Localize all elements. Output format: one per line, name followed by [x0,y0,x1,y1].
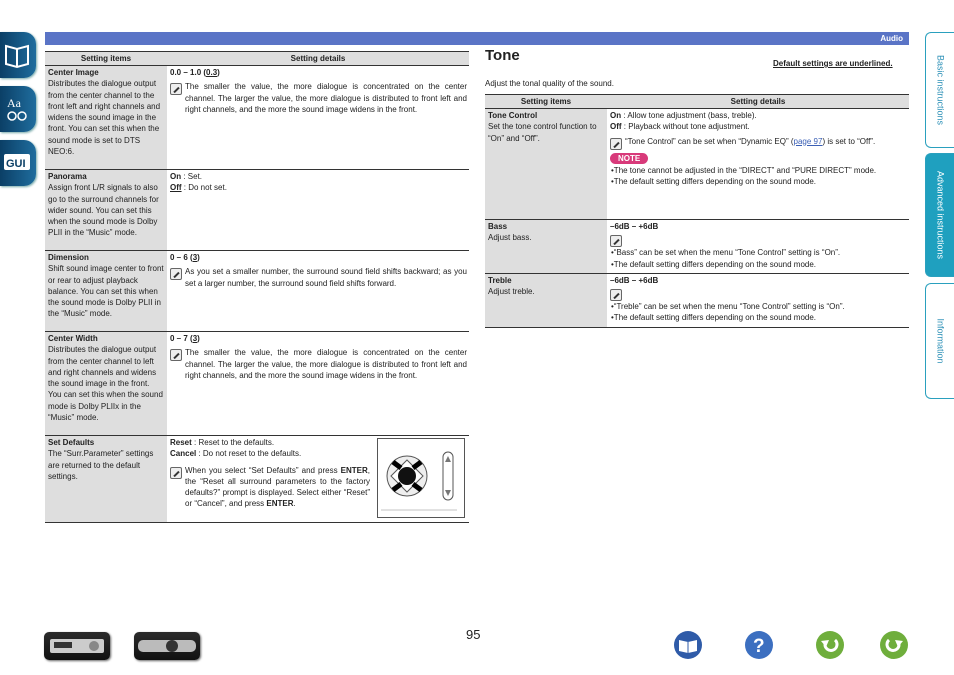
book-icon[interactable] [673,630,703,660]
col-setting-items: Setting items [45,52,167,66]
receiver-button[interactable] [44,632,110,660]
range-end: ) [217,68,220,77]
memo-bullet: •The default setting differs depending on the sound mode. [611,313,817,323]
table-row [45,66,469,170]
page-link[interactable]: page 97 [793,136,823,146]
page-number: 95 [466,627,481,642]
item-desc: Adjust treble. [488,287,535,297]
option-value: : Allow tone adjustment (bass, treble). [621,111,757,120]
item-desc: Distributes the dialogue output from the center channel to the front left and right channels and widens the sound image in the front. You can set this when the sound mode is set to DTS NEO:6. [48,79,161,157]
table-row [45,170,469,251]
table-row [485,273,909,327]
tab-information[interactable] [925,283,954,399]
remote-button[interactable] [134,632,200,660]
memo-text: “Tone Control” can be set when “Dynamic EQ” (page 97) is set to “Off”. [625,136,876,146]
item-name: Set Defaults [48,438,95,447]
item-name: Dimension [48,253,89,262]
option-value: : Set. [181,172,203,181]
memo-icon [610,138,622,150]
note-bullet: •The tone cannot be adjusted in the “DIRECT” and “PURE DIRECT” mode. [611,165,877,175]
item-desc: Distributes the dialogue output from the center channel to left and right channels and widens the sound image in the front. You can set this when the sound mode is Dolby PLIIx in the “Music” mode. [48,345,163,423]
memo-icon [610,289,622,301]
table-row [485,220,909,274]
item-name: Treble [488,275,512,285]
range-end: ) [197,253,200,262]
option-value: : Do not reset to the defaults. [196,449,302,459]
option-key: On [170,172,182,181]
item-name: Center Image [48,68,99,77]
option-value: : Reset to the defaults. [191,438,275,447]
memo-icon [170,467,182,479]
svg-text:GUI: GUI [6,158,26,170]
option-value: : Do not set. [181,183,227,193]
table-row [45,436,469,523]
page-title: Tone [485,47,520,64]
memo-bullet: •“Treble” can be set when the menu “Tone Control” setting is “On”. [611,302,845,312]
memo-text: When you select “Set Defaults” and press ENTER, the “Reset all surround parameters to the factory defaults?” prompt is displayed. Select either “Reset” or “Cancel”, and press ENTER. [185,465,370,509]
item-desc: Assign front L/R signals to also go to the surround channels for wider sound. You can set this when the sound mode is Dolby PLII in the “Music” mode. [48,183,159,238]
col-setting-items: Setting items [485,95,607,109]
tab-label: Information [935,318,946,364]
memo-text: The smaller the value, the more dialogue is concentrated on the center channel. The larger the value, the more dialogue is distributed to front left and right channels, and the more the sound image widens in the front. [185,348,467,380]
help-icon[interactable] [744,630,774,660]
item-desc: Set the tone control function to “On” and “Off”. [488,122,597,143]
gui-tab[interactable] [0,140,36,186]
index-tab[interactable] [0,86,36,132]
option-key: Reset [170,438,192,447]
tab-label: Basic instructions [935,54,946,126]
forward-icon[interactable] [879,630,909,660]
range-text: 0.0 – 1.0 ( [170,68,207,77]
memo-bullet: •The default setting differs depending on the sound mode. [611,259,817,269]
remote-icon [134,632,200,660]
table-row [45,251,469,332]
range-text: –6dB – +6dB [610,275,659,285]
range-text: 0 – 6 ( [170,253,193,262]
gui-icon [3,148,31,178]
tone-table [485,94,909,328]
option-value: : Playback without tone adjustment. [621,122,750,132]
surround-parameter-table [45,51,469,523]
remote-control-illustration [377,438,465,518]
item-desc: Adjust bass. [488,233,532,243]
memo-bullet: •“Bass” can be set when the menu “Tone Control” setting is “On”. [611,248,841,258]
receiver-icon [44,632,110,660]
default-value: 0.3 [206,68,218,77]
section-header-bar [45,32,909,45]
option-key: Cancel [170,449,197,459]
range-text: 0 – 7 ( [170,334,193,343]
option-key: Off [610,122,622,132]
section-label: Audio [880,34,903,43]
item-desc: Shift sound image center to front or rear to adjust playback balance. You can set this when the sound mode is Dolby PLII in the “Music” mode. [48,264,164,319]
svg-text:Aa: Aa [7,96,21,110]
memo-icon [170,349,182,361]
table-row [45,332,469,436]
item-name: Bass [488,222,508,231]
memo-text: The smaller the value, the more dialogue is concentrated on the center channel. The larger the value, the more dialogue is distributed to front left and right channels, and the more the sound image widens in the front. [185,82,467,114]
back-icon[interactable] [815,630,845,660]
note-badge: NOTE [610,153,648,164]
item-name: Panorama [48,172,87,181]
note-bullet: •The default setting differs depending on the sound mode. [611,177,817,187]
tab-basic-instructions[interactable] [925,32,954,148]
col-setting-details: Setting details [167,52,469,66]
defaults-note: Default settings are underlined. [773,59,893,68]
index-icon [3,94,31,124]
item-name: Center Width [48,334,98,343]
default-value: 3 [192,334,198,343]
memo-icon [170,268,182,280]
item-name: Tone Control [488,111,538,120]
option-key: Off [170,183,182,193]
range-end: ) [197,334,200,343]
range-text: –6dB – +6dB [610,222,659,231]
table-row [485,109,909,220]
svg-text:?: ? [753,636,765,657]
option-key: On [610,111,622,120]
intro-text: Adjust the tonal quality of the sound. [485,79,614,88]
default-value: 3 [192,253,198,262]
memo-icon [170,83,182,95]
tab-advanced-instructions[interactable] [925,153,954,277]
item-desc: The “Surr.Parameter” settings are returned to the default settings. [48,449,154,481]
col-setting-details: Setting details [607,95,909,109]
book-icon [3,40,31,70]
memo-text: As you set a smaller number, the surround sound field shifts backward; as you set a larger number, the surround sound field shifts forward. [185,267,467,288]
contents-tab[interactable] [0,32,36,78]
tab-label: Advanced instructions [935,170,946,260]
memo-icon [610,235,622,247]
